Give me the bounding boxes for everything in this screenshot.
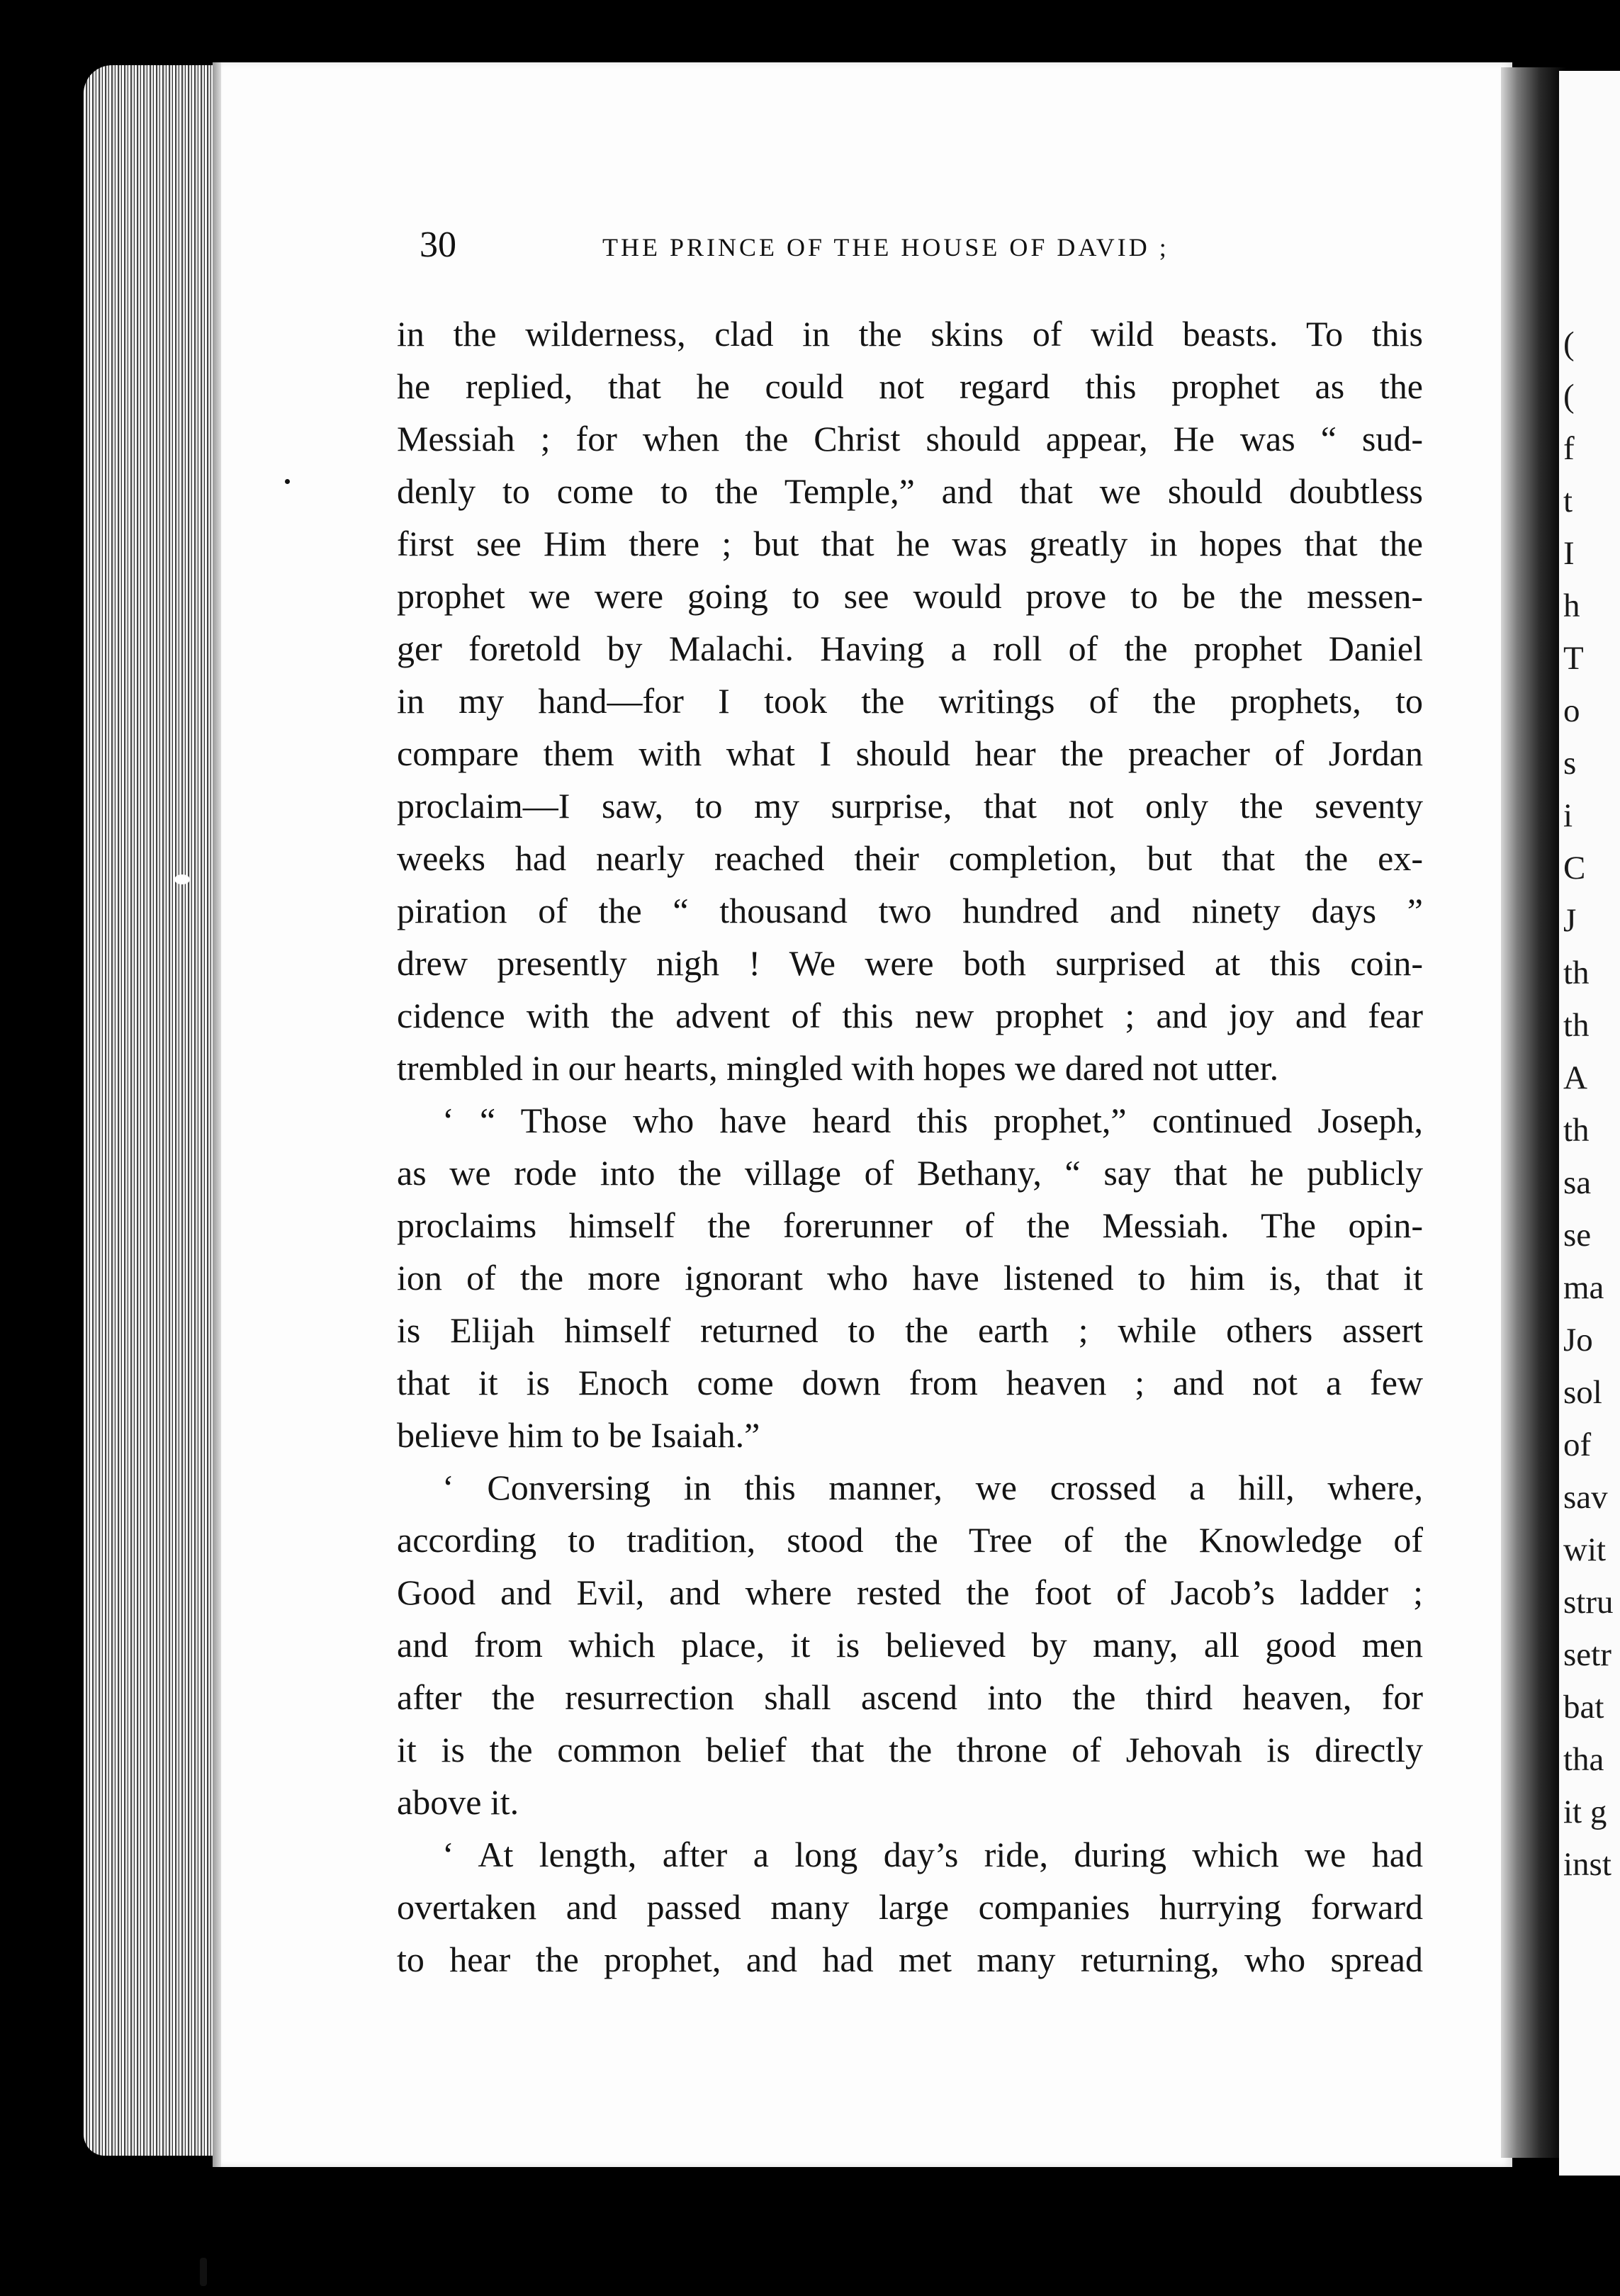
running-head <box>420 224 1256 266</box>
text-line: ion of the more ignorant who have listened to him is, that it <box>397 1258 1423 1298</box>
text-line: to hear the prophet, and had met many returning, who spread <box>397 1940 1423 1979</box>
text-line: proclaims himself the forerunner of the Messiah. The opin- <box>397 1205 1423 1245</box>
facing-page-fragment: ( <box>1563 378 1575 415</box>
facing-page-fragment: th <box>1563 955 1590 991</box>
facing-page-fragment: f <box>1563 430 1575 467</box>
text-line: compare them with what I should hear the preacher of Jordan <box>397 733 1423 773</box>
facing-page-fragment: o <box>1563 692 1580 729</box>
text-line: according to tradition, stood the Tree of the Knowledge of <box>397 1520 1423 1560</box>
text-line: piration of the “ thousand two hundred and ninety days ” <box>397 891 1423 930</box>
text-line: overtaken and passed many large companies hurrying forward <box>397 1887 1423 1927</box>
facing-page-fragment: i <box>1563 797 1573 834</box>
facing-page-fragment: T <box>1563 640 1584 677</box>
text-line: drew presently nigh ! We were both surprised at this coin- <box>397 943 1423 983</box>
text-line: denly to come to the Temple,” and that we should doubtless <box>397 471 1423 511</box>
text-line: Good and Evil, and where rested the foot of Jacob’s ladder ; <box>397 1572 1423 1612</box>
facing-page-fragment: sav <box>1563 1479 1608 1516</box>
facing-page-fragment: ( <box>1563 325 1575 362</box>
facing-page-fragment: th <box>1563 1112 1590 1149</box>
facing-page-fragment: stru <box>1563 1584 1614 1621</box>
text-line: is Elijah himself returned to the earth ; while others assert <box>397 1310 1423 1350</box>
book-gutter-shadow <box>1501 67 1566 2158</box>
text-line: believe him to be Isaiah.” <box>397 1415 760 1455</box>
text-line: in my hand—for I took the writings of the prophets, to <box>397 681 1423 721</box>
facing-page-fragment: setr <box>1563 1636 1611 1673</box>
page-number: 30 <box>420 225 456 265</box>
facing-page-fragment: inst <box>1563 1846 1611 1883</box>
facing-page-fragment: th <box>1563 1007 1590 1044</box>
text-line: ‘ Conversing in this manner, we crossed a hill, where, <box>442 1468 1423 1507</box>
text-line: as we rode into the village of Bethany, “ say that he publicly <box>397 1153 1423 1193</box>
facing-page-fragment: A <box>1563 1059 1587 1096</box>
text-line: ger foretold by Malachi. Having a roll of the prophet Daniel <box>397 629 1423 668</box>
facing-page-fragment: tha <box>1563 1741 1604 1778</box>
scan-speck <box>174 874 190 884</box>
text-line: in the wilderness, clad in the skins of wild beasts. To this <box>397 314 1423 354</box>
scan-speck <box>200 2258 207 2286</box>
running-title: THE PRINCE OF THE HOUSE OF DAVID ; <box>602 233 1169 261</box>
facing-page-fragment: C <box>1563 850 1586 887</box>
facing-page-fragment: I <box>1563 535 1575 572</box>
facing-page <box>1559 71 1620 2176</box>
scan-speck <box>285 479 290 484</box>
text-line: and from which place, it is believed by many, all good men <box>397 1625 1423 1665</box>
book-page-edges <box>84 65 225 2156</box>
text-line: that it is Enoch come down from heaven ; and not a few <box>397 1363 1423 1402</box>
text-line: above it. <box>397 1782 519 1822</box>
facing-page-fragment: wit <box>1563 1531 1607 1568</box>
facing-page-fragment: bat <box>1563 1689 1604 1726</box>
facing-page-fragment: ma <box>1563 1269 1604 1306</box>
facing-page-fragment: s <box>1563 745 1577 782</box>
facing-page-fragment: Jo <box>1563 1322 1593 1358</box>
text-line: first see Him there ; but that he was greatly in hopes that the <box>397 524 1423 563</box>
text-line: ‘ “ Those who have heard this prophet,” continued Joseph, <box>442 1101 1423 1140</box>
facing-page-fragment: of <box>1563 1426 1592 1463</box>
facing-page-fragment: it g <box>1563 1794 1607 1830</box>
body-text <box>397 308 1423 1986</box>
facing-page-fragment: J <box>1563 902 1577 939</box>
text-line: weeks had nearly reached their completion, but that the ex- <box>397 838 1423 878</box>
facing-page-fragment: sol <box>1563 1374 1602 1411</box>
text-line: prophet we were going to see would prove to be the messen- <box>397 576 1423 616</box>
facing-page-fragment: t <box>1563 483 1573 519</box>
text-line: Messiah ; for when the Christ should appear, He was “ sud- <box>397 419 1423 458</box>
facing-page-fragment: h <box>1563 587 1580 624</box>
text-line: trembled in our hearts, mingled with hopes we dared not utter. <box>397 1048 1279 1088</box>
facing-page-fragment: sa <box>1563 1164 1592 1201</box>
facing-page-fragment: se <box>1563 1217 1592 1254</box>
text-line: cidence with the advent of this new prophet ; and joy and fear <box>397 996 1423 1035</box>
text-line: ‘ At length, after a long day’s ride, during which we had <box>442 1835 1423 1874</box>
text-line: proclaim—I saw, to my surprise, that not only the seventy <box>397 786 1423 826</box>
text-line: it is the common belief that the throne of Jehovah is directly <box>397 1730 1423 1769</box>
text-line: he replied, that he could not regard this prophet as the <box>397 366 1423 406</box>
text-line: after the resurrection shall ascend into the third heaven, for <box>397 1677 1423 1717</box>
